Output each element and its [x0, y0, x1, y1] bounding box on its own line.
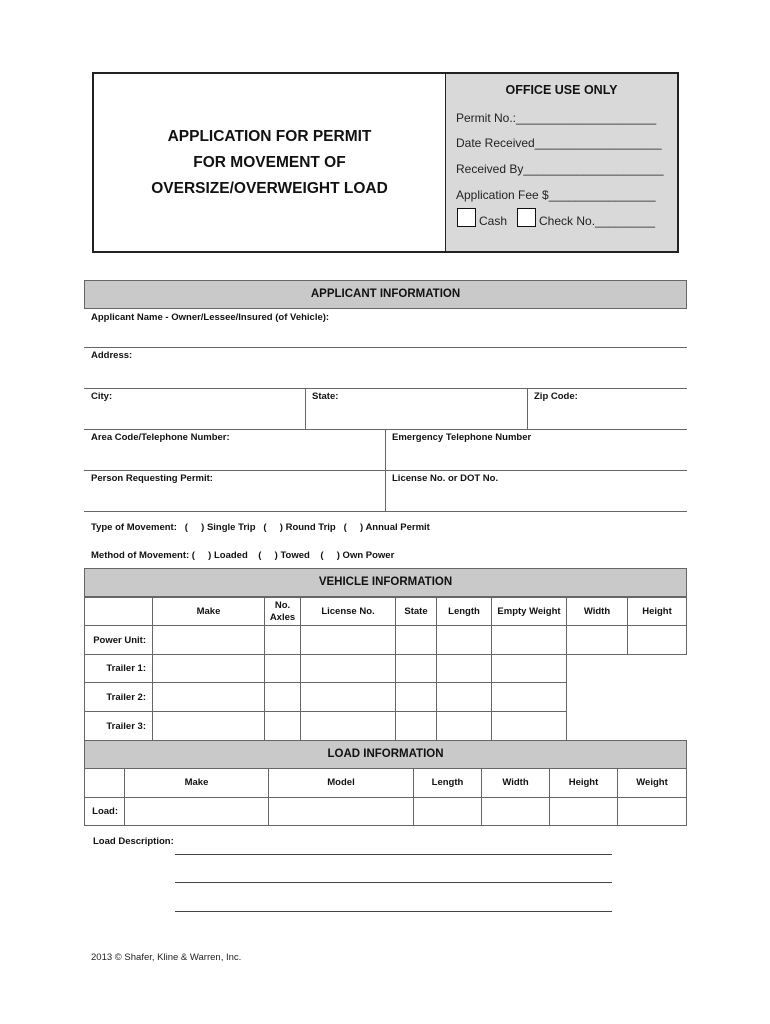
method-of-movement[interactable]: Method of Movement: ( ) Loaded ( ) Towed ( ) Own Power	[91, 550, 395, 561]
trailer-1-length-input[interactable]	[436, 654, 492, 683]
vehicle-row-trailer-1: Trailer 1:	[84, 654, 153, 683]
vehicle-col-width: Width	[566, 597, 628, 626]
load-make-input[interactable]	[124, 797, 269, 826]
cash-checkbox[interactable]	[457, 208, 476, 227]
state-label: State:	[312, 391, 339, 402]
vehicle-col-height: Height	[627, 597, 687, 626]
city-label: City:	[91, 391, 113, 402]
divider	[305, 388, 306, 429]
office-use-title: OFFICE USE ONLY	[505, 83, 618, 97]
vehicle-col-length: Length	[436, 597, 492, 626]
power-unit-length-input[interactable]	[436, 625, 492, 655]
date-received-field[interactable]: Date Received___________________	[456, 136, 662, 150]
office-use-panel	[446, 74, 677, 251]
power-unit-state-input[interactable]	[395, 625, 437, 655]
divider	[84, 470, 687, 471]
person-requesting-label: Person Requesting Permit:	[91, 473, 213, 484]
vehicle-col-empty-weight: Empty Weight	[491, 597, 567, 626]
load-description-line-2[interactable]	[175, 882, 612, 883]
load-length-input[interactable]	[413, 797, 482, 826]
trailer-3-length-input[interactable]	[436, 711, 492, 741]
copyright-footer: 2013 © Shafer, Kline & Warren, Inc.	[91, 952, 242, 963]
applicant-section-header: APPLICANT INFORMATION	[84, 280, 687, 309]
check-no-field[interactable]: Check No._________	[539, 214, 656, 228]
application-fee-field[interactable]: Application Fee $________________	[456, 188, 656, 202]
vehicle-section-header: VEHICLE INFORMATION	[84, 568, 687, 597]
vehicle-col-axles: No. Axles	[264, 597, 301, 626]
vehicle-col-state: State	[395, 597, 437, 626]
power-unit-license-input[interactable]	[300, 625, 396, 655]
load-col-length: Length	[413, 768, 482, 798]
trailer-1-make-input[interactable]	[152, 654, 265, 683]
load-row-label: Load:	[84, 797, 125, 826]
emergency-telephone-label: Emergency Telephone Number	[392, 432, 532, 443]
trailer-2-make-input[interactable]	[152, 682, 265, 712]
trailer-1-weight-input[interactable]	[491, 654, 567, 683]
trailer-3-state-input[interactable]	[395, 711, 437, 741]
load-col-weight: Weight	[617, 768, 687, 798]
load-height-input[interactable]	[549, 797, 618, 826]
load-description-line-3[interactable]	[175, 911, 612, 912]
title-line-1: APPLICATION FOR PERMIT	[167, 127, 372, 145]
load-description-label: Load Description:	[93, 836, 174, 847]
trailer-2-axles-input[interactable]	[264, 682, 301, 712]
load-col-make: Make	[124, 768, 269, 798]
check-checkbox[interactable]	[517, 208, 536, 227]
load-width-input[interactable]	[481, 797, 550, 826]
trailer-3-make-input[interactable]	[152, 711, 265, 741]
zip-code-label: Zip Code:	[534, 391, 578, 402]
trailer-1-license-input[interactable]	[300, 654, 396, 683]
vehicle-col-make: Make	[152, 597, 265, 626]
load-col-model: Model	[268, 768, 414, 798]
trailer-1-state-input[interactable]	[395, 654, 437, 683]
vehicle-row-trailer-3: Trailer 3:	[84, 711, 153, 741]
trailer-2-weight-input[interactable]	[491, 682, 567, 712]
address-label: Address:	[91, 350, 133, 361]
load-weight-input[interactable]	[617, 797, 687, 826]
trailer-2-license-input[interactable]	[300, 682, 396, 712]
divider	[84, 388, 687, 389]
trailer-3-axles-input[interactable]	[264, 711, 301, 741]
cash-label: Cash	[479, 214, 508, 228]
telephone-label: Area Code/Telephone Number:	[91, 432, 230, 443]
load-model-input[interactable]	[268, 797, 414, 826]
title-line-2: FOR MOVEMENT OF	[193, 153, 346, 171]
divider	[527, 388, 528, 429]
power-unit-weight-input[interactable]	[491, 625, 567, 655]
license-dot-label: License No. or DOT No.	[392, 473, 499, 484]
form-title	[94, 74, 446, 251]
permit-no-field[interactable]: Permit No.:_____________________	[456, 111, 657, 125]
trailer-1-axles-input[interactable]	[264, 654, 301, 683]
divider	[84, 511, 687, 512]
vehicle-col-license: License No.	[300, 597, 396, 626]
title-line-3: OVERSIZE/OVERWEIGHT LOAD	[151, 179, 388, 197]
load-col-height: Height	[549, 768, 618, 798]
divider	[84, 347, 687, 348]
load-description-line-1[interactable]	[175, 854, 612, 855]
applicant-name-label: Applicant Name - Owner/Lessee/Insured (of Vehicle):	[91, 312, 330, 323]
trailer-2-state-input[interactable]	[395, 682, 437, 712]
header-box	[92, 72, 679, 253]
power-unit-height-input[interactable]	[627, 625, 687, 655]
trailer-3-license-input[interactable]	[300, 711, 396, 741]
table-cell	[84, 597, 153, 626]
vehicle-row-power-unit: Power Unit:	[84, 625, 153, 655]
table-cell	[84, 768, 125, 798]
load-section-header: LOAD INFORMATION	[84, 740, 687, 769]
power-unit-make-input[interactable]	[152, 625, 265, 655]
power-unit-width-input[interactable]	[566, 625, 628, 655]
vehicle-row-trailer-2: Trailer 2:	[84, 682, 153, 712]
received-by-field[interactable]: Received By_____________________	[456, 162, 664, 176]
load-col-width: Width	[481, 768, 550, 798]
trailer-3-weight-input[interactable]	[491, 711, 567, 741]
type-of-movement[interactable]: Type of Movement: ( ) Single Trip ( ) Round Trip ( ) Annual Permit	[91, 522, 430, 533]
power-unit-axles-input[interactable]	[264, 625, 301, 655]
trailer-2-length-input[interactable]	[436, 682, 492, 712]
